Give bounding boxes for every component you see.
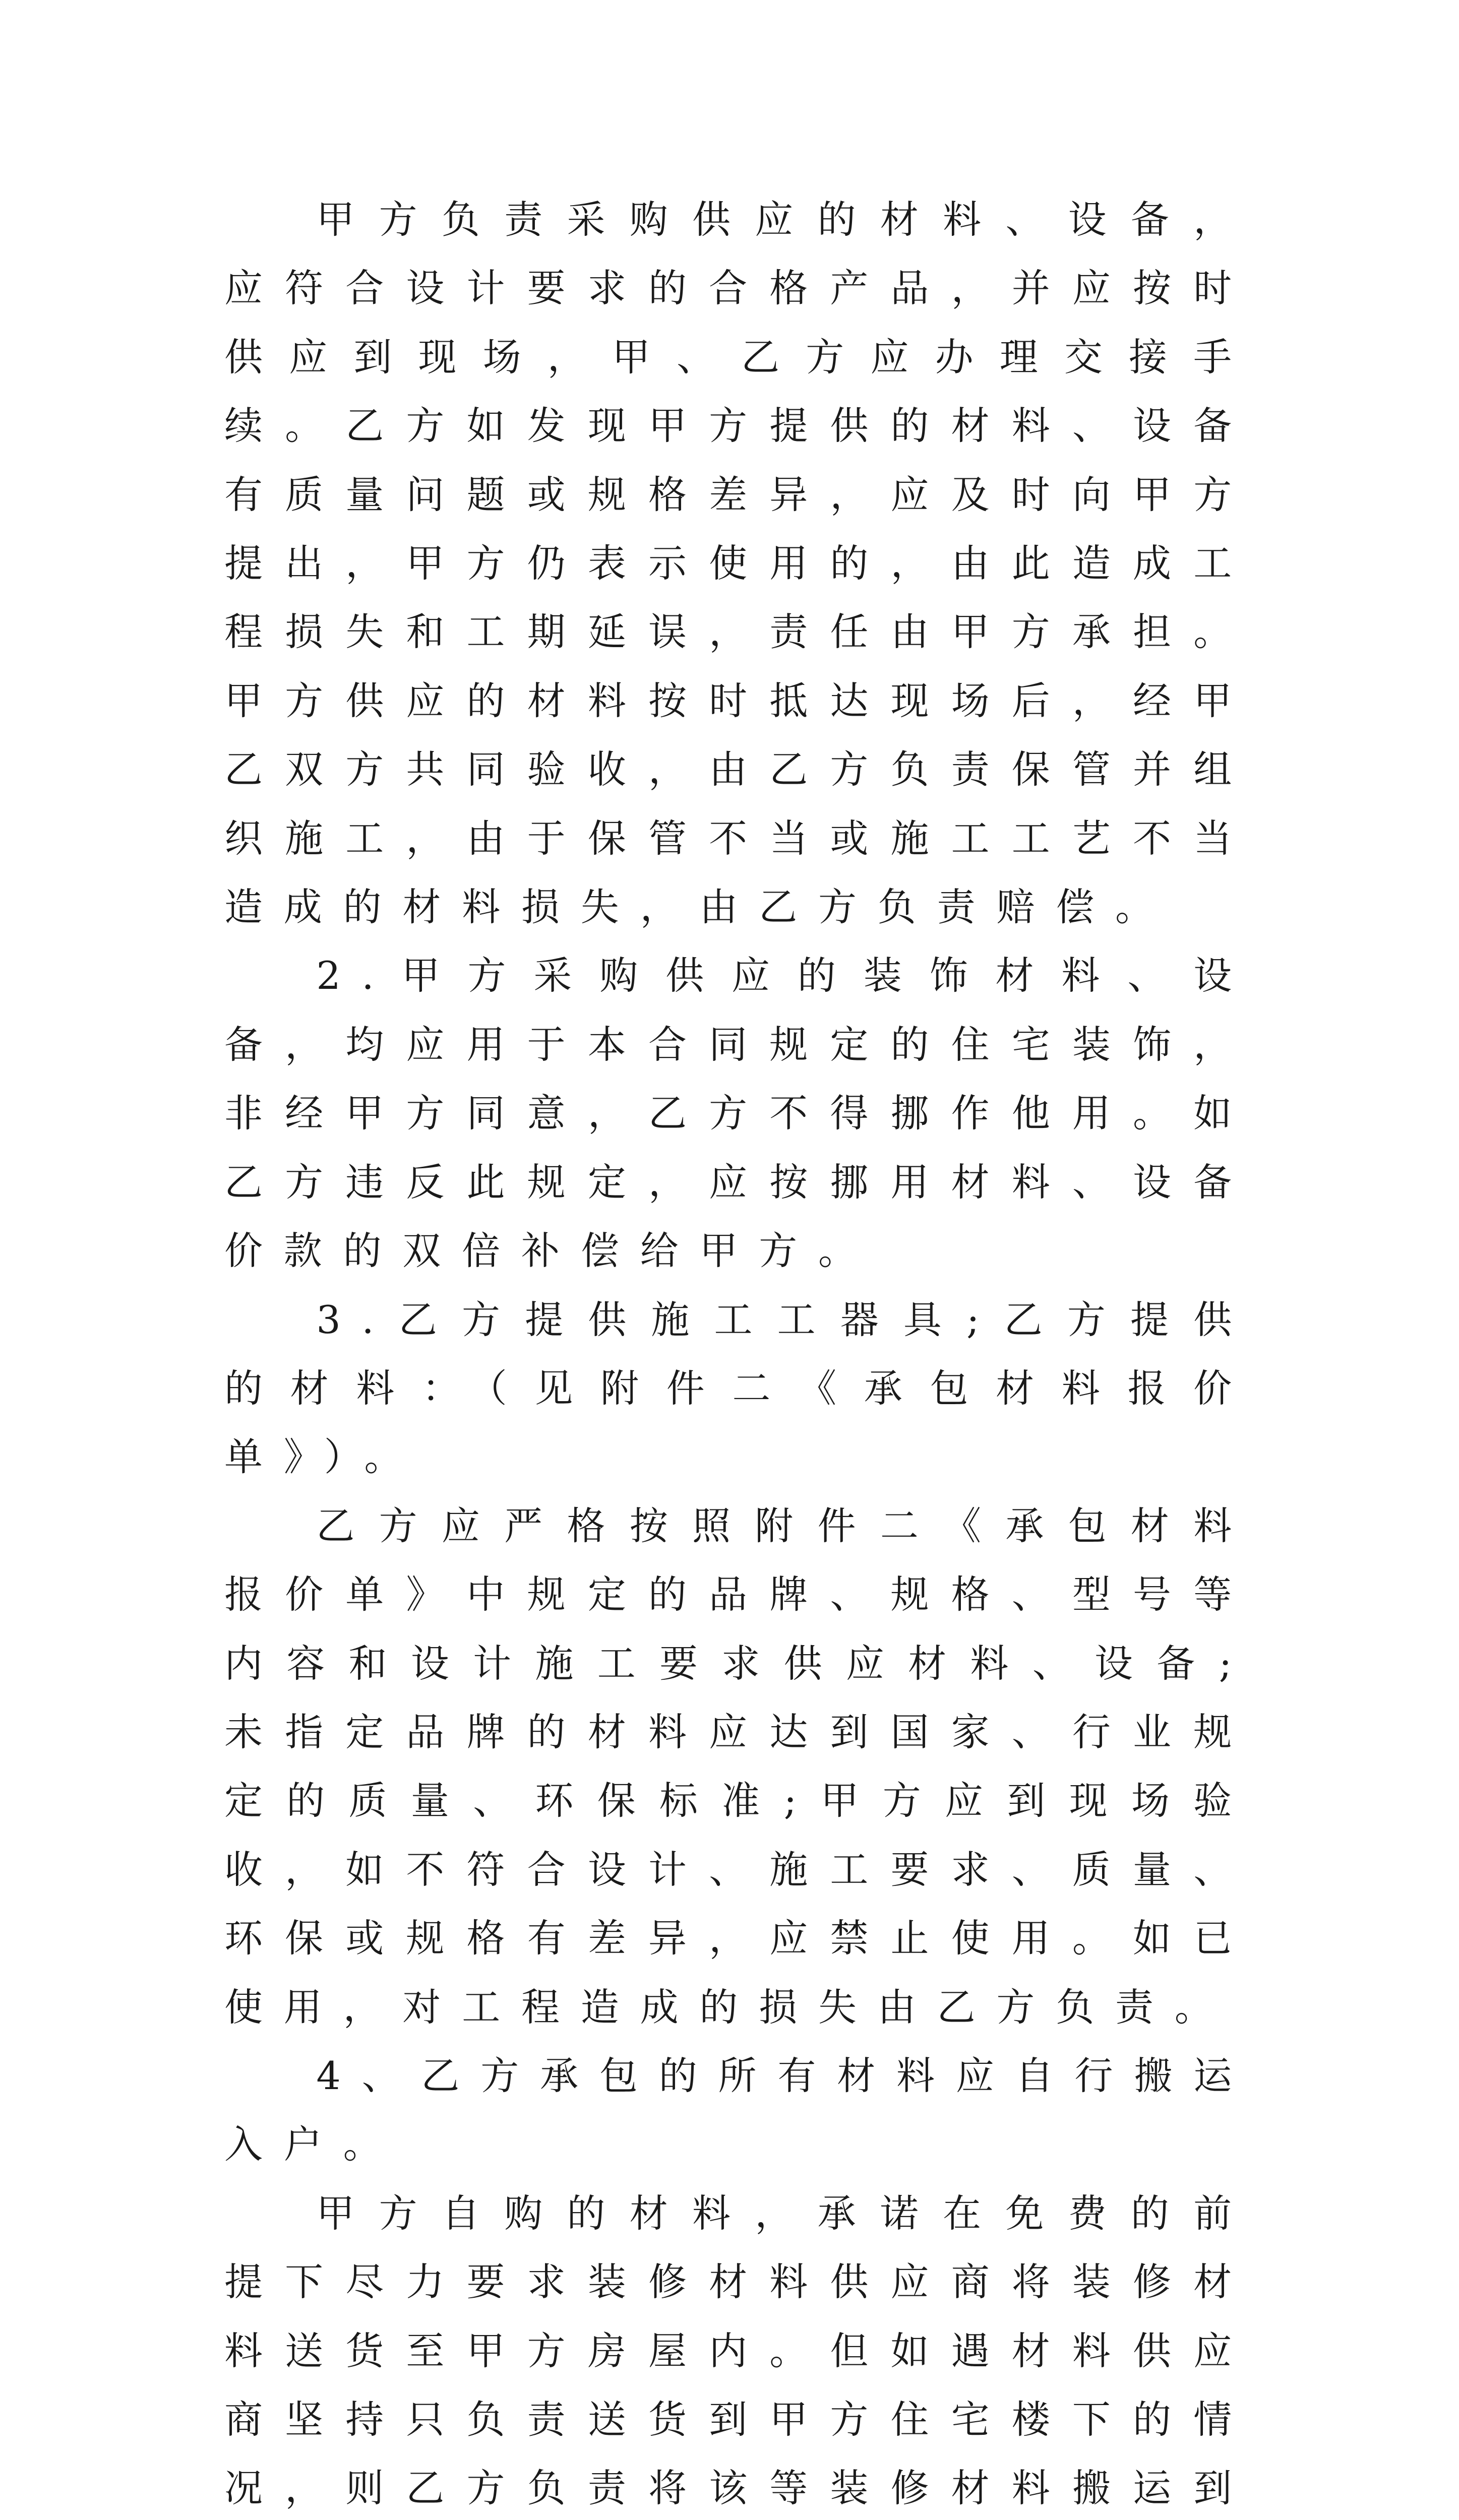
- contract-text-body: [224, 185, 1253, 2520]
- paragraph-clause-4: 4、乙方承包的所有材料应自行搬运入户。: [224, 2053, 1253, 2167]
- paragraph-clause-3: 3.乙方提供施工工器具;乙方提供的材料：（见附件二《承包材料报价单》）。: [224, 1297, 1253, 1480]
- paragraph-self-purchased-materials: 甲方自购的材料，承诺在免费的前提下尽力要求装修材料供应商将装修材料送货至甲方房屋内。但如遇材料供应商坚持只负责送货到甲方住宅楼下的情况，则乙方负责将该等装修材料搬运到: [224, 2190, 1253, 2511]
- paragraph-material-supply: 甲方负责采购供应的材料、设备，应符合设计要求的合格产品，并应按时供应到现场，甲、乙方应办理交接手续。乙方如发现甲方提供的材料、设备有质量问题或规格差异，应及时向甲方提出，甲方仍表示使用的，由此造成工程损失和工期延误，责任由甲方承担。甲方供应的材料按时抵达现场后，经甲乙双方共同验收，由乙方负责保管并组织施工，由于保管不当或施工工艺不当造成的材料损失，由乙方负责赔偿。: [224, 197, 1253, 930]
- paragraph-contractor-materials: 乙方应严格按照附件二《承包材料报价单》中规定的品牌、规格、型号等内容和设计施工要求供应材料、设备;未指定品牌的材料应达到国家、行业规定的质量、环保标准;甲方应到现场验收，如不符合设计、施工要求、质量、环保或规格有差异，应禁止使用。如已使用，对工程造成的损失由乙方负责。: [224, 1503, 1253, 2030]
- paragraph-clause-2: 2.甲方采购供应的装饰材料、设备，均应用于本合同规定的住宅装饰，非经甲方同意，乙方不得挪作他用。如乙方违反此规定，应按挪用材料、设备价款的双倍补偿给甲方。: [224, 953, 1253, 1274]
